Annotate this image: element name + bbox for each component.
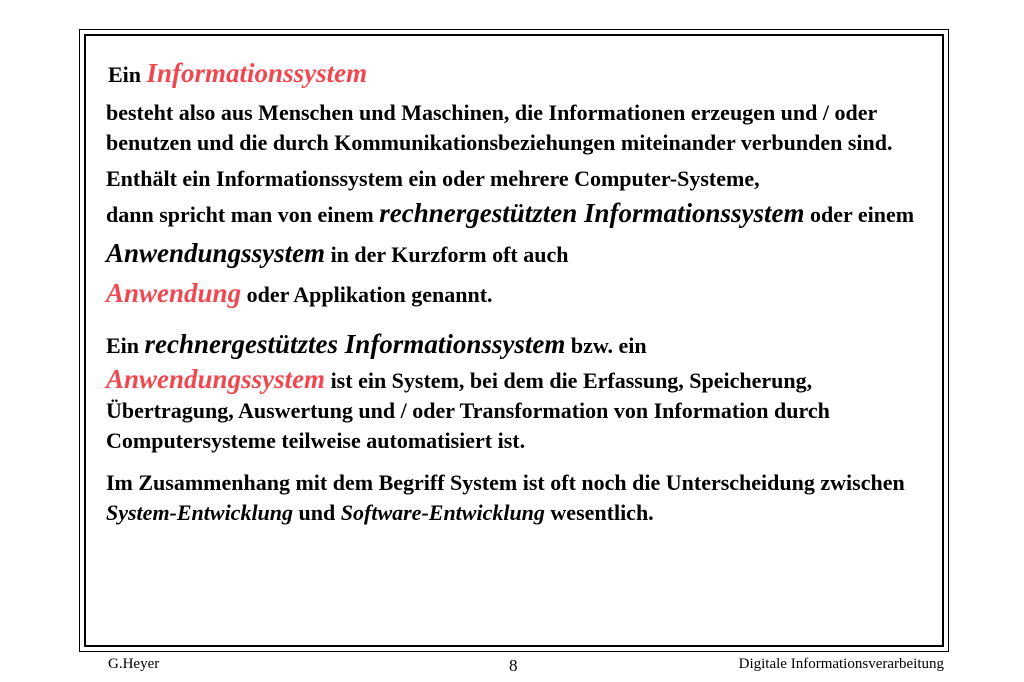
term-anwendungssystem-red: Anwendungssystem [106,364,326,394]
paragraph-4-text-b: und [293,500,341,525]
paragraph-4-text-a: Im Zusammenhang mit dem Begriff System ist oft noch die Unterscheidung zwischen [106,470,905,495]
footer-page-number: 8 [509,656,518,675]
term-system-entwicklung: System-Entwicklung [106,500,294,525]
term-rechnergestuetzten-informationssystem: rechnergestützten Informationssystem [379,198,805,228]
footer-course: Digitale Informationsverarbeitung [738,656,944,672]
slide-content [106,56,936,528]
paragraph-2-text-a: dann spricht man von einem [106,202,380,227]
paragraph-3-line-1 [106,326,936,364]
term-rechnergestuetztes-informationssystem: rechnergestütztes Informationssystem [144,329,566,359]
paragraph-4 [106,468,936,528]
term-anwendung: Anwendung [106,278,242,308]
paragraph-2-text-d: oder Applikation genannt. [241,282,493,307]
paragraph-4-text-c: wesentlich. [544,500,654,525]
paragraph-3-lead: Ein [106,333,145,358]
heading-term: Informationssystem [146,58,368,88]
paragraph-2 [106,164,936,314]
paragraph-2-text-b: oder einem [810,202,915,227]
paragraph-2-text-c: in der Kurzform oft auch [325,242,569,267]
term-anwendungssystem: Anwendungssystem [106,238,326,268]
paragraph-3-text-b: ist ein System, bei dem die Erfassung, Speicherung, Übertragung, Auswertung und / oder Transformation von Information durch Computersysteme teilweise automatisiert ist. [106,368,830,453]
footer-author: G.Heyer [108,656,160,672]
term-software-entwicklung: Software-Entwicklung [340,500,545,525]
paragraph-2-line-1: Enthält ein Informationssystem ein oder mehrere Computer-Systeme, [106,166,760,191]
paragraph-3 [106,326,936,456]
paragraph-3-text-a: bzw. ein [565,333,647,358]
heading-lead: Ein [108,62,142,87]
paragraph-1: besteht also aus Menschen und Maschinen, die Informationen erzeugen und / oder benutzen und die durch Kommunikationsbeziehungen miteinander verbunden sind. [106,100,893,155]
slide-heading [108,56,936,92]
